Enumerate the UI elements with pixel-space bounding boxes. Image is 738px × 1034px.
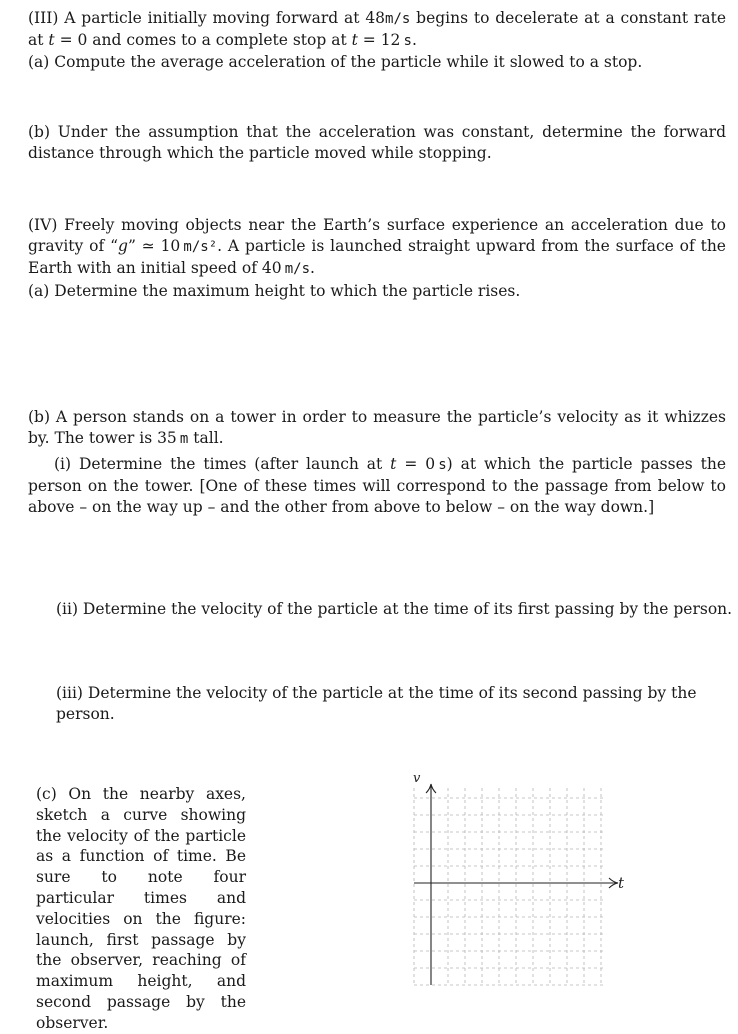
p3-t-symbol-2: t (351, 31, 358, 49)
p4-bi-rest: ) at which the particle passes the person on the tower. [One of these times will correspond to the passage from below to above – on the way up – and the other from above to below – on the way down.] (28, 455, 726, 516)
problem-4-part-b (28, 407, 726, 450)
x-axis-label: t (618, 874, 625, 892)
problem-4-part-a: (a) Determine the maximum height to which the particle rises. (28, 282, 521, 300)
p4-accel-unit: m/s² (183, 239, 218, 255)
p4-speed-unit: m/s (284, 261, 311, 277)
problem-4-part-b-iii: (iii) Determine the velocity of the particle at the time of its second passing by the person. (56, 684, 697, 723)
p4-bi-eq: = 0 (396, 455, 436, 473)
problem-4-part-b-ii: (ii) Determine the velocity of the particle at the time of its first passing by the person. (56, 600, 733, 618)
p4-intro-prefix: (IV) Freely moving objects near the Earth’s surface experience an acceleration due to gravity of “ (28, 216, 726, 255)
p4-intro-rest: . A particle is launched straight upward from the surface of the Earth with an initial speed of 40 (28, 237, 726, 277)
velocity-time-axes (400, 770, 640, 995)
y-axis-label: v (413, 771, 421, 786)
problem-4-part-b-i (28, 454, 726, 518)
p3-t-symbol: t (48, 31, 55, 49)
p3-stop-eq: = 12 (357, 31, 401, 49)
grid (414, 788, 604, 985)
p4-part-b-prefix: (b) A person stands on a tower in order to measure the particle’s velocity as it whizzes by. The tower is 35 (28, 408, 726, 447)
p4-bi-time-unit: s (438, 457, 447, 473)
p4-g-middle: ” ≃ 10 (127, 237, 181, 255)
p3-time-unit: s (403, 33, 412, 49)
p4-g-symbol: g (118, 237, 128, 255)
p3-start-eq: = 0 and comes to a complete stop at (54, 31, 352, 49)
p3-speed-value: 48 (365, 9, 386, 27)
p3-period: . (411, 31, 417, 49)
p3-intro-prefix: (III) A particle initially moving forward at (28, 9, 366, 27)
problem-4-part-c: (c) On the nearby axes, sketch a curve showing the velocity of the particle as a function of time. Be sure to note four particular times and velocities on the figure: launch, first passage by the observer, reaching of maximum height, and second passage by the observer. (36, 785, 246, 1032)
problem-4-intro (28, 215, 726, 280)
p4-tower-unit: m (179, 431, 189, 447)
p4-part-b-suffix: tall. (188, 429, 224, 447)
p3-speed-unit: m/s (385, 11, 411, 27)
problem-3-part-b: (b) Under the assumption that the acceleration was constant, determine the forward distance through which the particle moved while stopping. (28, 123, 726, 162)
p3-part-a: (a) Compute the average acceleration of the particle while it slowed to a stop. (28, 53, 643, 71)
p3-intro-middle: begins to decelerate at a constant rate at (28, 9, 726, 49)
p4-bi-prefix: (i) Determine the times (after launch at (54, 455, 391, 473)
problem-3-intro (28, 8, 726, 73)
p4-t-symbol: t (390, 455, 397, 473)
p4-period: . (310, 259, 315, 277)
